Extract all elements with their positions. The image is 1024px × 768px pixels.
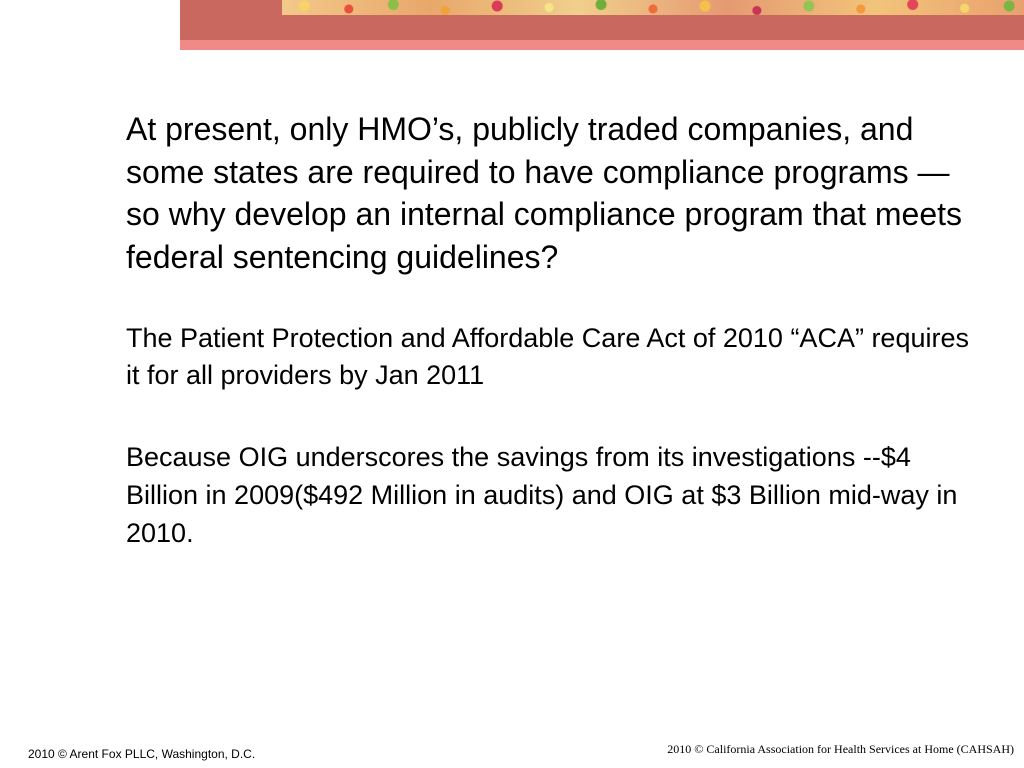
footer-copyright-arent-fox: 2010 © Arent Fox PLLC, Washington, D.C. <box>28 747 256 761</box>
paragraph-oig-savings: Because OIG underscores the savings from its investigations --$4 Billion in 2009($492 Million in audits) and OIG at $3 Billion mid-way in 2010. <box>126 442 958 548</box>
footer-copyright-cahsah: 2010 © California Association for Health Services at Home (CAHSAH) <box>667 742 1014 756</box>
paragraph-aca: The Patient Protection and Affordable Care Act of 2010 “ACA” requires it for all providers by Jan 2011 <box>126 323 969 390</box>
paragraph-question: At present, only HMO’s, publicly traded companies, and some states are required to have compliance programs — so why develop an internal compliance program that meets federal sentencing guidelines? <box>126 111 962 275</box>
header-accent-stripe <box>180 40 1024 50</box>
slide-body <box>126 108 986 552</box>
floral-banner-image <box>282 0 1024 15</box>
